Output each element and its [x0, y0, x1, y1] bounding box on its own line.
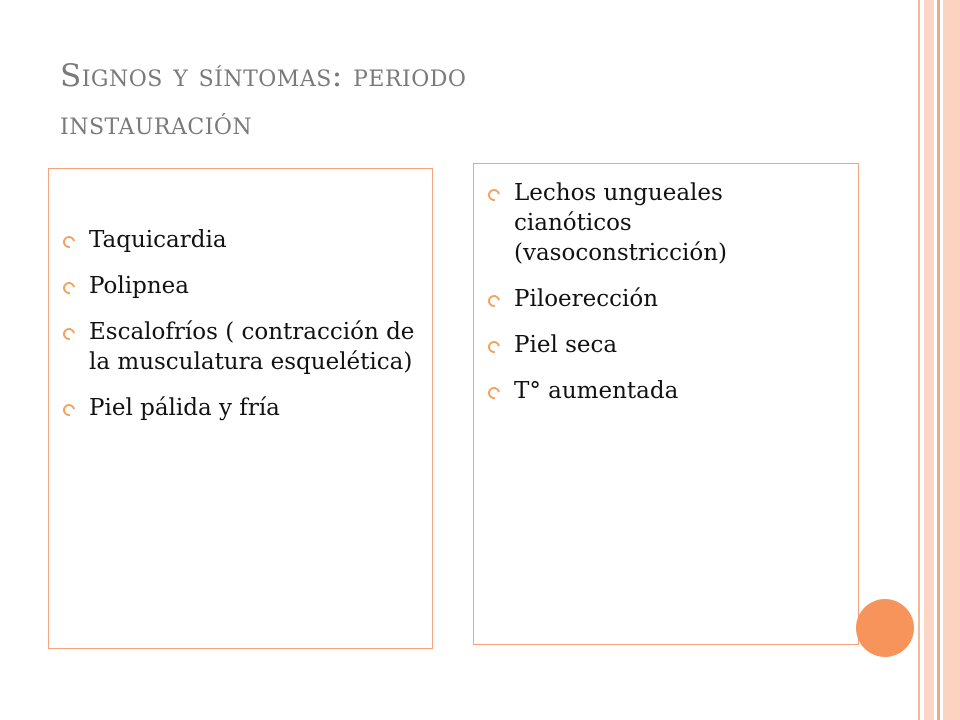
open-circle-bullet-icon — [61, 280, 78, 297]
open-circle-bullet-icon — [61, 234, 78, 251]
open-circle-bullet-icon — [61, 326, 78, 343]
stripe-1 — [918, 0, 920, 720]
list-item-text: T° aumentada — [514, 378, 679, 404]
open-circle-bullet-icon — [486, 339, 503, 356]
slide-title — [60, 52, 880, 148]
open-circle-bullet-icon — [486, 293, 503, 310]
list-item-text: Piel seca — [514, 332, 618, 358]
list-item — [49, 317, 432, 377]
list-item — [474, 178, 858, 268]
list-item — [49, 271, 432, 301]
list-item — [474, 330, 858, 360]
list-item — [474, 376, 858, 406]
slide-title-line-1: Signos y síntomas: periodo — [60, 58, 467, 94]
slide-title-line-2: instauración — [60, 106, 253, 142]
list-item — [49, 393, 432, 423]
list-item-text: Taquicardia — [89, 227, 227, 253]
orange-circle-decoration — [856, 599, 914, 657]
stripe-4 — [943, 0, 960, 720]
list-item-text: Lechos ungueales cianóticos (vasoconstricción) — [514, 180, 728, 266]
left-content-box — [48, 168, 433, 649]
list-item — [49, 225, 432, 255]
right-bullet-list — [474, 164, 858, 406]
open-circle-bullet-icon — [486, 187, 503, 204]
list-item — [474, 284, 858, 314]
list-item-text: Escalofríos ( contracción de la musculatura esquelética) — [89, 319, 415, 375]
list-item-text: Polipnea — [89, 273, 189, 299]
left-bullet-list — [49, 169, 432, 423]
list-item-text: Piloerección — [514, 286, 659, 312]
stripe-3 — [937, 0, 940, 720]
right-content-box — [473, 163, 859, 645]
side-stripes-decoration — [918, 0, 960, 720]
open-circle-bullet-icon — [61, 402, 78, 419]
open-circle-bullet-icon — [486, 385, 503, 402]
list-item-text: Piel pálida y fría — [89, 395, 280, 421]
stripe-2 — [924, 0, 934, 720]
